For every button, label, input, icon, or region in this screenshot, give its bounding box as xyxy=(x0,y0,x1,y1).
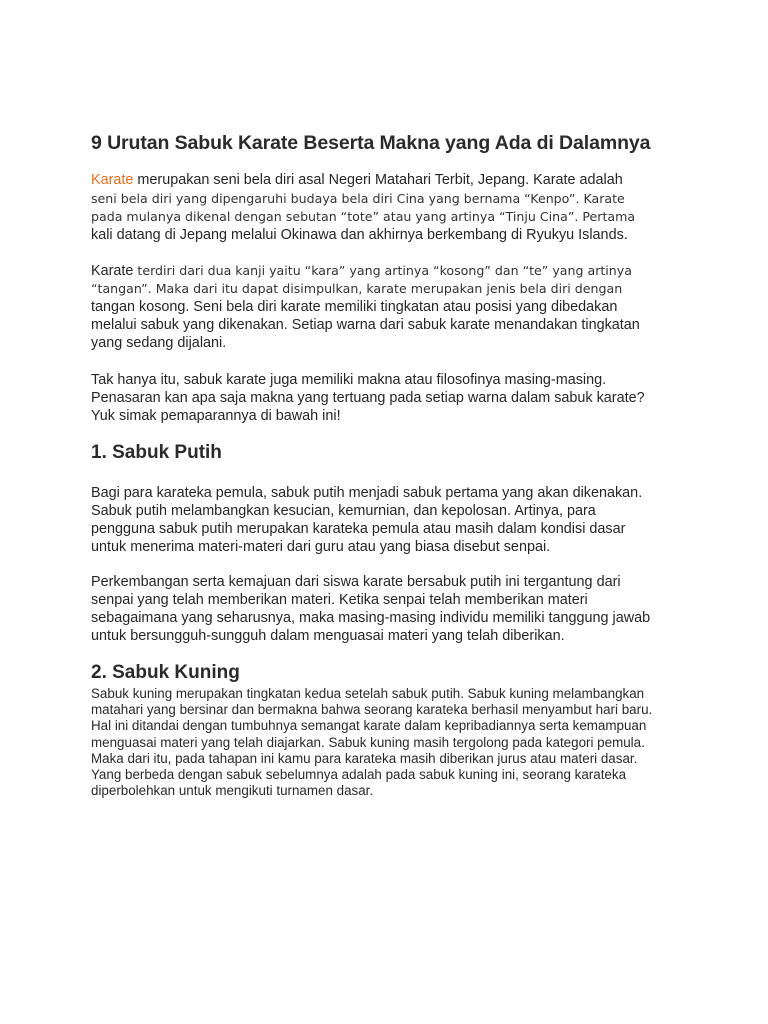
paragraph-line: Maka dari itu, pada tahapan ini kamu para karateka masih diberikan jurus atau materi dasar. xyxy=(91,750,638,766)
paragraph-line: untuk bersungguh-sungguh dalam menguasai materi yang telah diberikan. xyxy=(91,628,565,644)
paragraph-line: Bagi para karateka pemula, sabuk putih menjadi sabuk pertama yang akan dikenakan. xyxy=(91,485,643,501)
section-heading-sabuk-kuning: 2. Sabuk Kuning xyxy=(91,662,240,683)
sabuk-putih-paragraph-2 xyxy=(91,573,650,645)
paragraph-line: sebagaimana yang seharusnya, maka masing-masing individu memiliki tanggung jawab xyxy=(91,610,651,626)
section-heading-sabuk-putih: 1. Sabuk Putih xyxy=(91,442,222,463)
paragraph-line: Yang berbeda dengan sabuk sebelumnya adalah pada sabuk kuning ini, seorang karateka xyxy=(91,767,627,783)
paragraph-line: senpai yang telah memberikan materi. Ketika senpai telah memberikan materi xyxy=(91,592,588,608)
kanji-line-2: “tangan”. Maka dari itu dapat disimpulkan, karate merupakan jenis bela diri dengan xyxy=(91,281,623,296)
philosophy-line-1: Tak hanya itu, sabuk karate juga memiliki makna atau filosofinya masing-masing. xyxy=(91,372,607,388)
intro-line-1: Karate merupakan seni bela diri asal Negeri Matahari Terbit, Jepang. Karate adalah xyxy=(91,172,623,188)
article-title: 9 Urutan Sabuk Karate Beserta Makna yang Ada di Dalamnya xyxy=(91,132,651,154)
paragraph-line: untuk menerima materi-materi dari guru atau yang biasa disebut senpai. xyxy=(91,539,551,555)
philosophy-line-3: Yuk simak pemaparannya di bawah ini! xyxy=(91,408,341,424)
karate-link[interactable]: Karate xyxy=(91,172,134,188)
intro-line-2: seni bela diri yang dipengaruhi budaya bela diri Cina yang bernama “Kenpo”. Karate xyxy=(91,191,625,206)
kanji-line-3: tangan kosong. Seni bela diri karate memiliki tingkatan atau posisi yang dibedakan xyxy=(91,299,618,315)
paragraph-line: pengguna sabuk putih merupakan karateka pemula atau masih dalam kondisi dasar xyxy=(91,521,626,537)
kanji-line-1: Karate terdiri dari dua kanji yaitu “kara” yang artinya “kosong” dan “te” yang artinya xyxy=(91,263,632,279)
kanji-paragraph xyxy=(91,262,640,352)
intro-paragraph xyxy=(91,171,635,244)
philosophy-line-2: Penasaran kan apa saja makna yang tertuang pada setiap warna dalam sabuk karate? xyxy=(91,390,645,406)
kanji-line-4: melalui sabuk yang dikenakan. Setiap warna dari sabuk karate menandakan tingkatan xyxy=(91,317,640,333)
paragraph-line: Sabuk putih melambangkan kesucian, kemurnian, dan kepolosan. Artinya, para xyxy=(91,503,596,519)
philosophy-paragraph xyxy=(91,371,645,425)
paragraph-line: menguasai materi yang telah diajarkan. Sabuk kuning masih tergolong pada kategori pemula. xyxy=(91,734,645,750)
sabuk-kuning-paragraph xyxy=(91,686,652,799)
paragraph-line: Perkembangan serta kemajuan dari siswa karate bersabuk putih ini tergantung dari xyxy=(91,574,621,590)
paragraph-line: diperbolehkan untuk mengikuti turnamen dasar. xyxy=(91,783,374,799)
paragraph-line: Hal ini ditandai dengan tumbuhnya semangat karate dalam kepribadiannya serta kemampuan xyxy=(91,718,647,734)
intro-line-3: pada mulanya dikenal dengan sebutan “tote” atau yang artinya “Tinju Cina”. Pertama xyxy=(91,209,636,224)
kanji-line-5: yang sedang dijalani. xyxy=(91,335,227,351)
intro-line-4: kali datang di Jepang melalui Okinawa dan akhirnya berkembang di Ryukyu Islands. xyxy=(91,227,628,243)
sabuk-putih-paragraph-1 xyxy=(91,484,642,556)
paragraph-line: matahari yang bersinar dan bermakna bahwa seorang karateka berhasil menyambut hari baru. xyxy=(91,702,653,718)
paragraph-line: Sabuk kuning merupakan tingkatan kedua setelah sabuk putih. Sabuk kuning melambangkan xyxy=(91,686,645,701)
